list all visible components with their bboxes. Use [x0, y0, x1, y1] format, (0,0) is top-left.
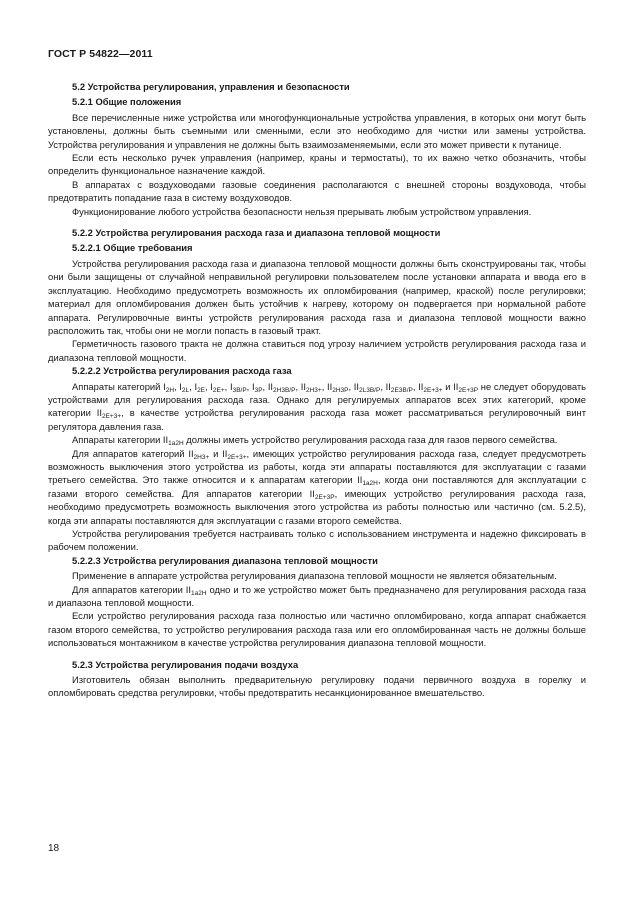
category-separator: , I	[189, 380, 198, 392]
text-run: Аппараты категории II	[72, 434, 169, 446]
category-separator: , I	[246, 380, 255, 392]
category-separator: , I	[224, 380, 233, 392]
heading-5-2-3: 5.2.3 Устройства регулирования подачи воздуха	[72, 658, 299, 670]
category-separator: , II	[412, 380, 424, 392]
heading-5-2: 5.2 Устройства регулирования, управления и безопасности	[72, 81, 350, 92]
category-separator: , II	[295, 380, 306, 392]
text-run: должны иметь устройство регулирования расхода газа для газов первого семейства.	[183, 434, 558, 446]
category-separator: , II	[321, 380, 333, 392]
paragraph: Устройства регулирования расхода газа и диапазона тепловой мощности должны быть сконструированы так, чтобы они были защищены от случайной неправильной регулировки пользователем после установки аппарата и ввода его в эксплуатацию. Необходимо предусмотреть возможность их опломбирования (например, краской) после регулировки; материал для опломбирования должен быть устойчив к нагреву, которому он подвергается при нормальной работе аппарата. Регулировочные винты устройств регулирования расхода газа и диапазона тепловой мощности важно расположить так, чтобы они не могли попасть в газовый тракт.	[48, 257, 586, 336]
category-separator: и II	[442, 380, 459, 392]
category-subscript: 1a2H	[362, 480, 378, 488]
paragraph: Все перечисленные ниже устройства или многофункциональные устройства управления, в которых они могут быть установлены, должны быть съемными или сменными, если это необходимо для чистки или замены устройства. Устройства регулирования и управления не должны быть взаимозаменяемыми, если это может привести к путанице.	[48, 111, 586, 150]
text-run: Для аппаратов категорий II	[72, 447, 194, 459]
category-subscript: 2H3P	[332, 386, 349, 394]
text-run: , имеющих устройство регулирования расхода газа, необходимо предусмотреть возможность выключения этого устройства из работы полностью или частично (см. 5.2.5), когда эти аппараты поставляются для эксплуатации с газами второго семейства.	[48, 487, 586, 526]
heading-5-2-2: 5.2.2 Устройства регулирования расхода газа и диапазона тепловой мощности	[72, 227, 441, 239]
paragraph	[48, 433, 586, 446]
category-separator: , II	[348, 380, 359, 392]
text-run: Аппараты категорий I	[72, 380, 166, 392]
category-subscript: 2E+3+	[423, 386, 443, 394]
paragraph	[48, 583, 586, 610]
category-separator: , II	[380, 380, 391, 392]
category-subscript: 2E+3+	[227, 453, 247, 461]
category-subscript: 2E+3P	[458, 386, 479, 394]
heading-5-2-2-2: 5.2.2.2 Устройства регулирования расхода газа	[72, 365, 292, 377]
text-run: Для аппаратов категории II	[72, 583, 192, 595]
category-separator: , I	[205, 380, 213, 392]
category-subscript: 2H3+	[193, 453, 210, 461]
text-run: , имеющих устройство регулирования расхода газа, следует предусмотреть возможность выключения этого устройства из работы, когда эти аппараты поставляются для эксплуатации с газами третьего семейства. Это также относится и к аппаратам категории II	[48, 447, 586, 486]
category-subscript: 1a2H	[168, 440, 184, 448]
heading-5-2-2-3: 5.2.2.3 Устройства регулирования диапазона тепловой мощности	[72, 554, 378, 566]
category-subscript: 2L	[181, 386, 190, 394]
category-subscript: 2E3B/P	[390, 386, 413, 394]
paragraph: Если устройство регулирования расхода газа полностью или частично опломбировано, когда аппарат снабжается газом второго семейства, то устройство регулирования расхода газа или его опломбированная часть не должны больше использоваться монтажником в качестве устройства регулирования диапазона тепловой мощности.	[48, 610, 586, 649]
heading-5-2-1: 5.2.1 Общие положения	[72, 96, 182, 108]
paragraph: Герметичность газового тракта не должна ставиться под угрозу наличием устройств регулирования расхода газа и диапазона тепловой мощности.	[48, 338, 586, 363]
paragraph: Изготовитель обязан выполнить предварительную регулировку подачи первичного воздуха в горелку и опломбировать средства регулировки, чтобы предотвратить несанкционированное вмешательство.	[48, 674, 586, 699]
category-subscript: 2H3B/P	[273, 386, 296, 394]
page-number: 18	[48, 843, 60, 854]
text-run: , когда они поставляются для эксплуатации с газами второго семейства. Для аппаратов категории II	[48, 474, 587, 499]
category-subscript: 2L3B/P	[359, 386, 381, 394]
heading-5-2-2-1: 5.2.2.1 Общие требования	[72, 242, 193, 254]
category-subscript: 2H	[165, 386, 175, 394]
paragraph	[48, 447, 586, 527]
text-run: следует оборудовать устройствами для регулирования расхода газа. Однако для регулируемых аппаратов всех этих категорий, кроме категории II	[48, 380, 587, 419]
category-subscript: 2E	[197, 386, 206, 394]
category-subscript: 1a2H	[191, 589, 207, 597]
category-list	[166, 381, 492, 392]
text-run: одно и то же устройство может быть предназначено для регулирования расхода газа и диапазона тепловой мощности.	[48, 583, 587, 609]
category-subscript: 2H3+	[305, 386, 322, 394]
paragraph: Функционирование любого устройства безопасности нельзя прерывать любым устройством управления.	[72, 205, 532, 217]
paragraph-categories	[48, 380, 586, 434]
category-separator: , I	[174, 380, 182, 392]
text-run: , в качестве устройства регулирования расхода газа может рассматриваться регулировочный винт регулятора давления газа.	[48, 407, 586, 432]
document-body	[48, 80, 586, 700]
category-subscript: 2E+3+	[101, 413, 122, 421]
paragraph: В аппаратах с воздуховодами газовые соединения располагаются с внешней стороны воздуховода, чтобы предотвратить попадание газа в систему воздуховодов.	[48, 178, 586, 204]
paragraph: Применение в аппарате устройства регулирования диапазона тепловой мощности не является обязательным.	[72, 570, 557, 582]
category-subscript: 3P	[254, 386, 263, 394]
category-subscript: 2E+	[212, 386, 225, 394]
paragraph: Если есть несколько ручек управления (например, краны и термостаты), то их важно четко обозначить, чтобы определить функциональное назначение каждой.	[48, 152, 586, 177]
paragraph: Устройства регулирования требуется настраивать только с использованием инструмента и надежно фиксировать в рабочем положении.	[48, 528, 586, 553]
category-subscript: 3B/P	[232, 386, 247, 394]
category-separator: не	[478, 380, 492, 392]
document-header: ГОСТ Р 54822—2011	[48, 48, 153, 60]
category-separator: , II	[262, 380, 274, 392]
text-run: и II	[209, 447, 228, 459]
category-subscript: 2E+3P	[314, 493, 335, 501]
